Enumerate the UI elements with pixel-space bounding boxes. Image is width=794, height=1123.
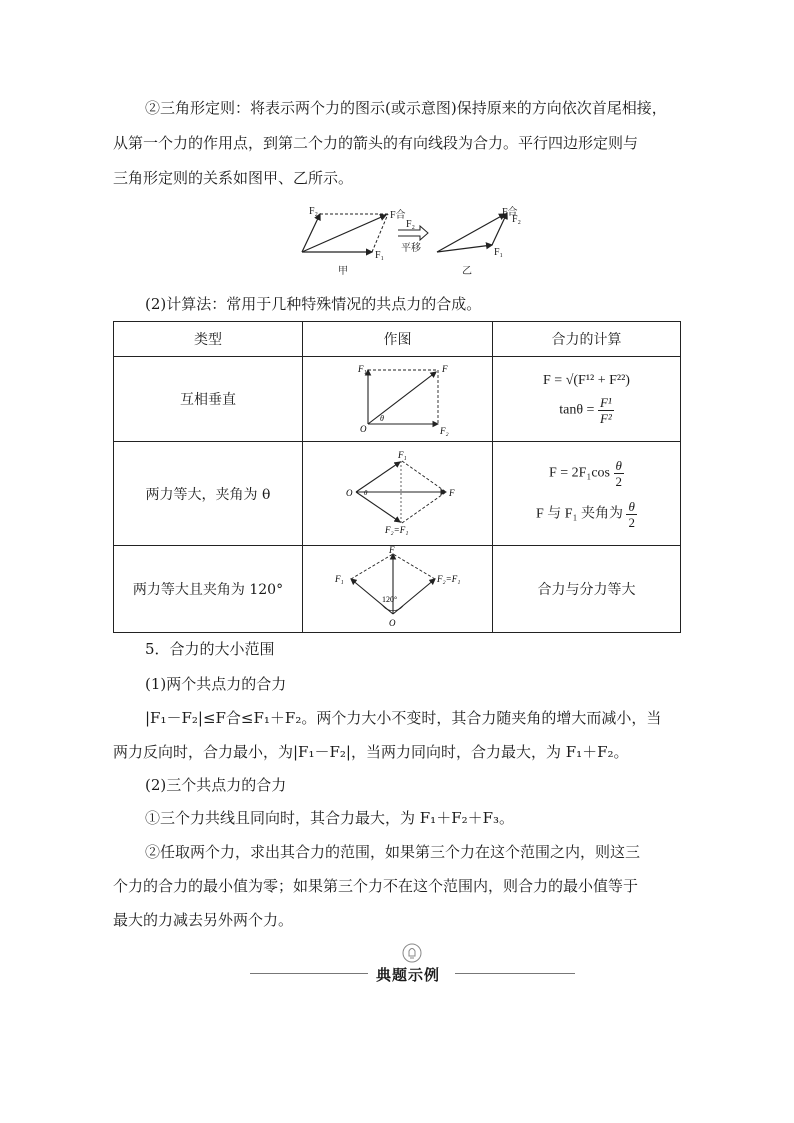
- section5-p1-line2: 两力反向时，合力最小，为|F₁－F₂|，当两力同向时，合力最大，为 F₁＋F₂。: [113, 743, 629, 761]
- intro-line-1: ②三角形定则：将表示两个力的图示(或示意图)保持原来的方向依次首尾相接，: [145, 99, 667, 117]
- row2-calc2-fraction: [626, 499, 637, 530]
- label-f: F: [448, 487, 454, 498]
- fig-jia-fhe: F合: [390, 210, 406, 221]
- table-header-drawing: 作图: [303, 322, 493, 357]
- row2-calc: [493, 442, 681, 546]
- label-120: 120°: [381, 595, 397, 604]
- label-f1: F₁: [357, 364, 367, 374]
- row2-calc-line1: [493, 458, 680, 489]
- row2-frac1-num: θ: [614, 458, 625, 474]
- table-header-calc: 合力的计算: [493, 322, 681, 357]
- label-f2-eq-f1: F₂=F₁: [436, 574, 460, 584]
- row2-calc1-left: F = 2F₁cos: [548, 465, 610, 481]
- perpendicular-diagram: [338, 358, 458, 436]
- fig-jia-f2: F₂: [309, 206, 319, 217]
- table-row: [114, 442, 681, 546]
- row2-frac1-den: 2: [615, 473, 622, 489]
- fig-label-yi: 乙: [462, 266, 472, 277]
- section5-p3-line1: ②任取两个力，求出其合力的范围，如果第三个力在这个范围之内，则这三: [145, 843, 641, 861]
- label-f2: F₂: [439, 426, 449, 436]
- table-row: [114, 357, 681, 442]
- label-f: F: [388, 546, 394, 555]
- row3-diagram: [303, 546, 493, 633]
- row3-calc: 合力与分力等大: [493, 546, 681, 633]
- row1-diagram: [303, 357, 493, 442]
- row1-calc: [493, 357, 681, 442]
- intro-line-2: 从第一个力的作用点，到第二个力的箭头的有向线段为合力。平行四边形定则与: [113, 134, 639, 152]
- table-row: [114, 546, 681, 633]
- section-divider-left: [250, 973, 368, 974]
- row1-calc-line1: F = √(F¹² + F²²): [543, 372, 630, 388]
- section5-sub2: (2)三个共点力的合力: [145, 776, 287, 794]
- row2-calc2-left: F 与 F₁ 夹角为: [536, 506, 623, 522]
- intro-line-3: 三角形定则的关系如图甲、乙所示。: [113, 169, 354, 187]
- row2-calc-line2: [493, 499, 680, 530]
- row2-frac2-den: 2: [628, 514, 635, 530]
- row3-type: 两力等大且夹角为 120°: [114, 546, 303, 633]
- row2-type: 两力等大，夹角为 θ: [114, 442, 303, 546]
- resultant-force-table: [113, 321, 681, 633]
- row1-type: 互相垂直: [114, 357, 303, 442]
- row2-diagram: [303, 442, 493, 546]
- section5-sub1: (1)两个共点力的合力: [145, 675, 287, 693]
- label-f1: F₁: [397, 449, 407, 460]
- row1-calc2-left: tanθ =: [559, 402, 595, 418]
- label-f: F: [441, 364, 447, 374]
- table-header-type: 类型: [114, 322, 303, 357]
- section-title: 典题示例: [376, 966, 441, 984]
- label-theta: θ: [363, 488, 367, 497]
- section5-p3-line2: 个力的合力的最小值为零；如果第三个力不在这个范围内，则合力的最小值等于: [113, 877, 639, 895]
- equal-forces-diagram: [328, 449, 468, 535]
- fig-yi-f1: F₁: [494, 247, 504, 258]
- fig-label-jia: 甲: [338, 266, 348, 277]
- label-o: O: [359, 424, 366, 434]
- row1-frac-den: F²: [599, 410, 612, 426]
- row1-frac-num: F¹: [599, 394, 612, 410]
- label-theta: θ: [379, 414, 384, 423]
- fig-shift-label: 平移: [401, 243, 421, 254]
- section5-p3-line3: 最大的力减去另外两个力。: [113, 911, 294, 929]
- row2-frac2-num: θ: [626, 499, 637, 515]
- section5-title: 5．合力的大小范围: [145, 640, 275, 658]
- calc-heading: (2)计算法：常用于几种特殊情况的共点力的合成。: [145, 295, 482, 313]
- fig-jia-f1: F₁: [375, 250, 385, 261]
- fig-shift-f2: F₂: [406, 219, 416, 230]
- label-o: O: [345, 487, 352, 498]
- 120-degree-diagram: [323, 546, 473, 628]
- row1-calc2-fraction: [598, 395, 614, 426]
- lightbulb-icon: [401, 942, 423, 964]
- section5-p1-line1: |F₁－F₂|≤F合≤F₁＋F₂。两个力大小不变时，其合力随夹角的增大而减小，当: [145, 709, 662, 727]
- fig-yi-f2: F₂: [512, 214, 522, 225]
- label-f1: F₁: [334, 574, 344, 584]
- row2-calc1-fraction: [614, 458, 625, 489]
- fig-yi-fhe: F合: [502, 207, 518, 218]
- label-o: O: [388, 618, 395, 628]
- section5-p2: ①三个力共线且同向时，其合力最大，为 F₁＋F₂＋F₃。: [145, 809, 515, 827]
- label-f2-eq-f1: F₂=F₁: [384, 524, 408, 535]
- section-divider-right: [455, 973, 575, 974]
- row1-calc-line2: [493, 395, 680, 426]
